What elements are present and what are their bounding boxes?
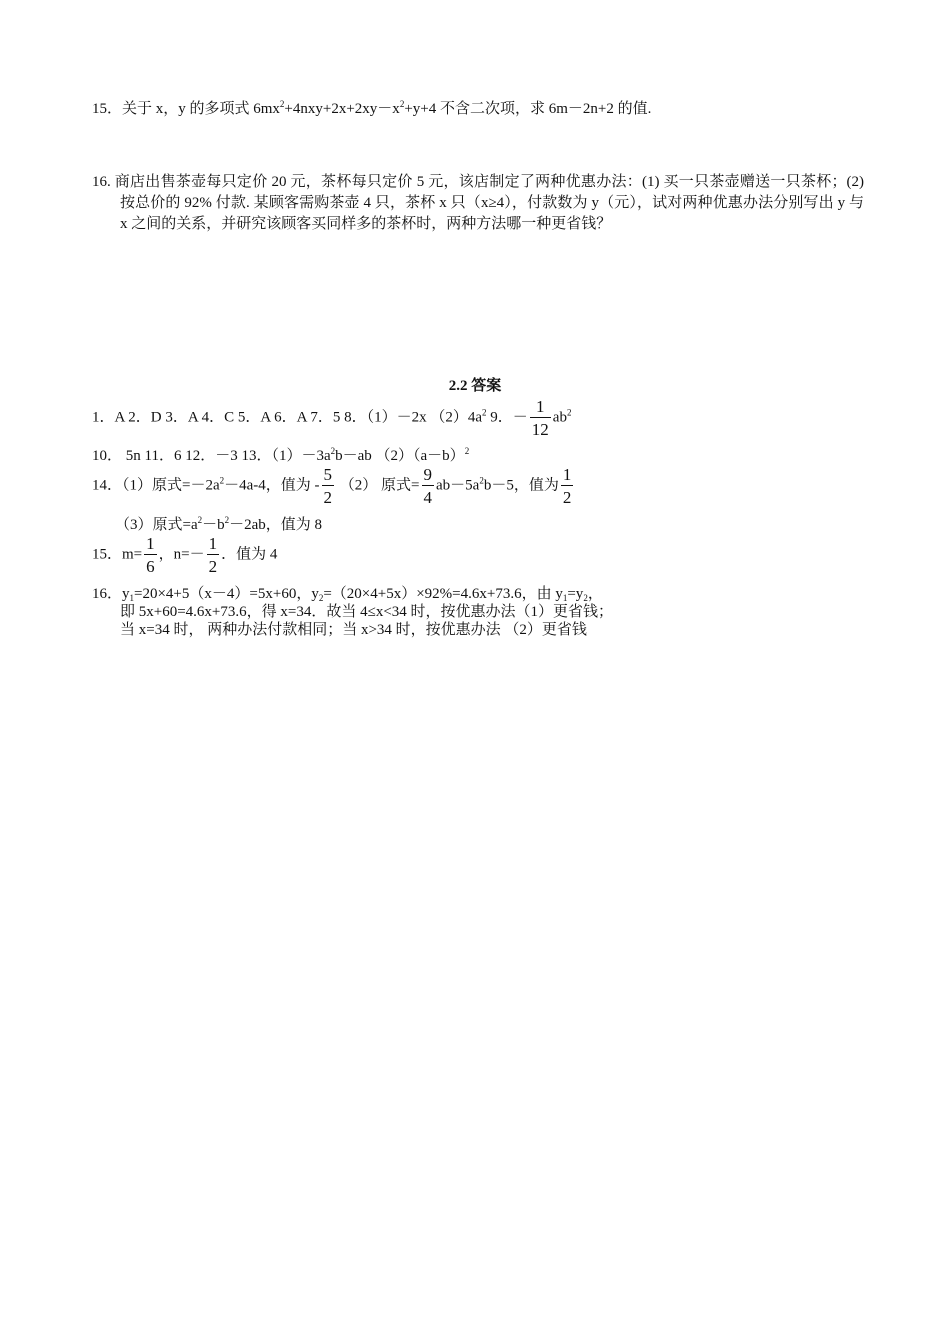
- fraction-9-4: $\frac{9}{4}$: [423, 465, 432, 507]
- fraction-1-2: $\frac{1}{2}$: [562, 465, 572, 507]
- question-15: 15．关于 x，y 的多项式 $6mx^2+4nxy+2x+2xy-x^2+y+4$ 不含二次项，求 6m－2n+2 的值.: [92, 99, 652, 117]
- answer-line-4: （3）原式$=a^2-b^2-2ab$，值为 8: [115, 515, 323, 533]
- answer-line-7: 即 5x+60=4.6x+73.6，得 x=34．故当 4≤x<34 时，按优惠办法（1）更省钱；: [120, 604, 614, 620]
- answer-line-8: 当 x=34 时， 两种办法付款相同；当 x>34 时，按优惠办法 （2）更省钱: [120, 622, 587, 638]
- fraction-1-12: $\frac{1}{12}$: [531, 397, 549, 439]
- answer-line-3: 14．（1）原式$=-2a^2-4a-4$，值为 - $\frac{5}{2}$ （2） 原式= $\frac{9}{4}$ $ab-5a^2b-5$，值为 $\frac{1}{2}$: [92, 465, 572, 507]
- answer-line-1: 1．A 2．D 3．A 4．C 5．A 6．A 7．5 8．（1）－2x $(2)4a^2$ 9．－ $\frac{1}{12}$ $ab^2$: [92, 397, 572, 439]
- answer-line-6: 16．$y_1=20\times 4+5(x-4)=5x+60$，$y_2=(20\times 4+5x)\times 92\%=4.6x+73.6$，由 $y_1=y_2$，: [92, 586, 603, 603]
- fraction-5-2: $\frac{5}{2}$: [323, 465, 333, 507]
- question-16: 16. 商店出售茶壶每只定价 20 元，茶杯每只定价 5 元，该店制定了两种优惠办法：(1) 买一只茶壶赠送一只茶杯；(2) 按总价的 92% 付款. 某顾客需购茶壶 4 只，茶杯 x 只（x≥4），付款数为 y（元），试对两种优惠办法分别写出 y 与 x 之间的关系，并研究该顾客买同样多的茶杯时，两种方法哪一种更省钱？: [92, 174, 864, 232]
- answers-title: 2.2 答案: [448, 378, 502, 394]
- answer-line-5: 15．m= $\frac{1}{6}$ ，n=－ $\frac{1}{2}$ ．值为 4: [92, 534, 278, 576]
- fraction-1-2b: $\frac{1}{2}$: [208, 534, 218, 576]
- fraction-1-6: $\frac{1}{6}$: [146, 534, 155, 576]
- answer-line-2: 10． 5n 11．6 12．－3 13．$(1)-3a^2b-ab$ $(2)(a-b)^2$: [92, 446, 470, 464]
